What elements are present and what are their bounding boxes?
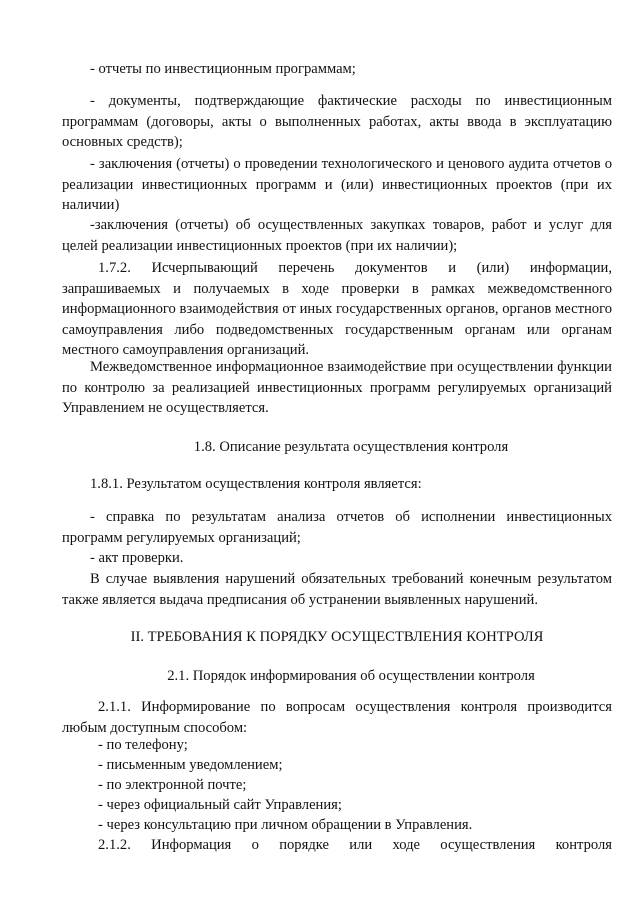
list-item-investment-reports: - отчеты по инвестиционным программам;: [90, 61, 356, 77]
list-item-inspection-act: - акт проверки.: [90, 550, 184, 566]
paragraph-violations: В случае выявления нарушений обязательных требований конечным результатом также является выдача предписания об устранении выявленных нарушений.: [62, 571, 612, 608]
list-item-procurement-conclusions: -заключения (отчеты) об осуществленных закупках товаров, работ и услуг для целей реализации инвестиционных проектов (при их наличии);: [62, 217, 612, 254]
paragraph-2-1-1: 2.1.1. Информирование по вопросам осуществления контроля производится любым доступным способом:: [62, 699, 612, 736]
list-item-expense-documents: - документы, подтверждающие фактические расходы по инвестиционным программам (договоры, акты о выполненных работах, акты ввода в эксплуатацию основных средств);: [62, 93, 612, 150]
paragraph-interagency: Межведомственное информационное взаимодействие при осуществлении функции по контролю за реализацией инвестиционных программ регулируемых организаций Управлением не осуществляется.: [62, 359, 612, 416]
list-item-website: - через официальный сайт Управления;: [98, 797, 342, 813]
list-item-consultation: - через консультацию при личном обращении в Управления.: [98, 817, 473, 833]
paragraph-1-8-1: 1.8.1. Результатом осуществления контроля является:: [90, 476, 422, 492]
chapter-heading-ii: II. ТРЕБОВАНИЯ К ПОРЯДКУ ОСУЩЕСТВЛЕНИЯ КОНТРОЛЯ: [130, 629, 544, 645]
paragraph-1-7-2: 1.7.2. Исчерпывающий перечень документов и (или) информации, запрашиваемых и получаемых в ходе проверки в рамках межведомственного информационного взаимодействия от иных государственных органов, органов местного самоуправления либо подведомственных государственным органам или органам местного самоуправления организаций.: [62, 260, 612, 358]
list-item-phone: - по телефону;: [98, 737, 188, 753]
paragraph-2-1-2: 2.1.2. Информация о порядке или ходе осуществления контроля: [98, 837, 612, 853]
list-item-written-notice: - письменным уведомлением;: [98, 757, 283, 773]
list-item-email: - по электронной почте;: [98, 777, 247, 793]
section-heading-1-8: 1.8. Описание результата осуществления контроля: [193, 439, 509, 455]
list-item-audit-conclusions: - заключения (отчеты) о проведении технологического и ценового аудита отчетов о реализации инвестиционных программ и (или) инвестиционных проектов (при их наличии): [62, 156, 612, 213]
section-heading-2-1: 2.1. Порядок информирования об осуществлении контроля: [167, 668, 535, 684]
list-item-analysis-report: - справка по результатам анализа отчетов об исполнении инвестиционных программ регулируемых организаций;: [62, 509, 612, 546]
